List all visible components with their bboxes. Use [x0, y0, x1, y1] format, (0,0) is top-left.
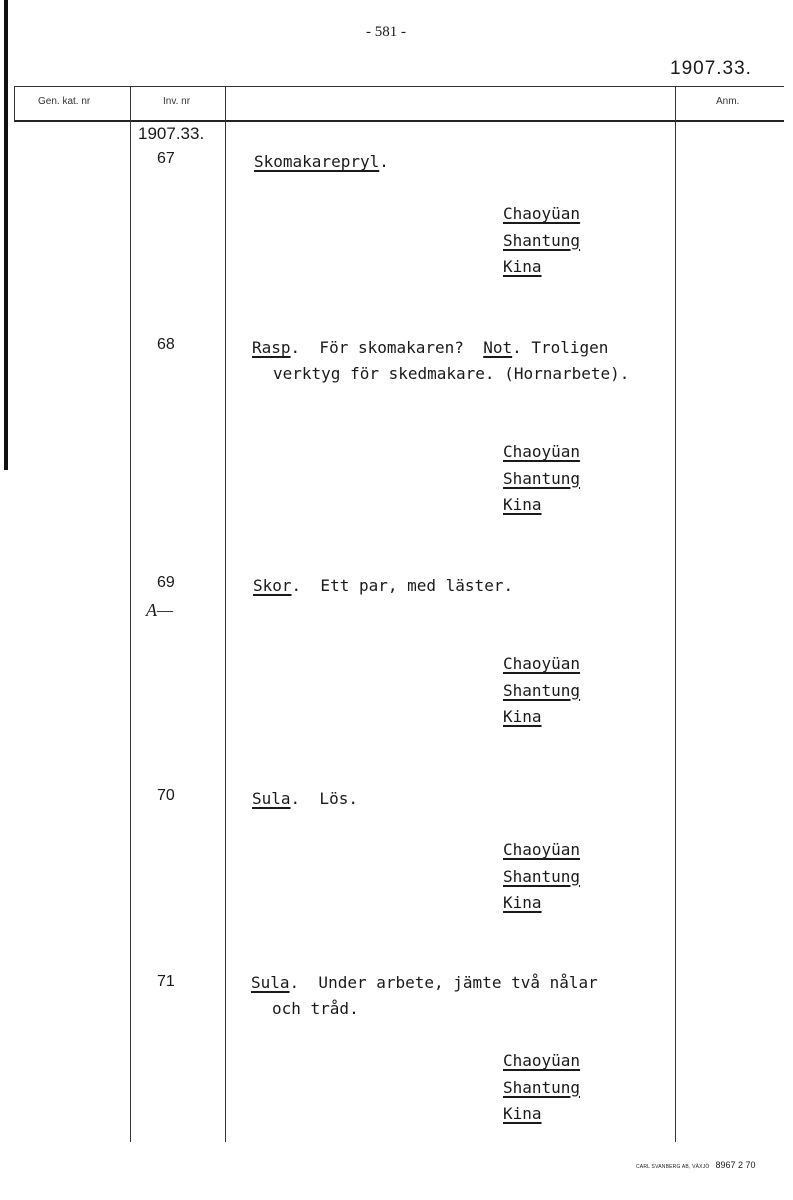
location-place: Chaoyüan — [503, 840, 581, 859]
entry-description: Sula. Under arbete, jämte två nålar — [251, 973, 598, 992]
printer-name: CARL SVANBERG AB, VÄXJÖ — [636, 1164, 710, 1170]
entry-note: Not — [483, 338, 513, 357]
entry-title: Rasp — [252, 338, 291, 357]
location-country: Kina — [503, 1104, 542, 1123]
entry-location — [503, 837, 580, 917]
header-inv-nr: Inv. nr — [163, 96, 191, 107]
form-code: 8967 2 70 — [715, 1160, 756, 1170]
location-province: Shantung — [503, 680, 581, 700]
handwritten-mark: A— — [146, 600, 173, 620]
location-place: Chaoyüan — [503, 1051, 581, 1070]
entry-description-line2: och tråd. — [272, 999, 359, 1018]
location-country: Kina — [503, 257, 542, 276]
entry-title: Sula — [251, 973, 290, 992]
inv-number: 69 — [157, 574, 175, 591]
inv-number: 70 — [157, 787, 175, 804]
location-country: Kina — [503, 707, 542, 726]
page-number: - 581 - — [366, 24, 406, 40]
entry-location — [503, 651, 580, 731]
location-province: Shantung — [503, 866, 581, 886]
inv-number: 71 — [157, 973, 175, 990]
entry-location — [503, 439, 580, 519]
header-anm: Anm. — [716, 96, 740, 107]
entry-location — [503, 1048, 580, 1128]
column-divider-gen-inv — [130, 86, 131, 1142]
location-place: Chaoyüan — [503, 654, 581, 673]
location-province: Shantung — [503, 230, 581, 250]
catalog-number: 1907.33. — [670, 58, 752, 79]
entry-description: Sula. Lös. — [252, 789, 358, 808]
location-place: Chaoyüan — [503, 442, 581, 461]
location-province: Shantung — [503, 468, 581, 488]
inv-number: 68 — [157, 336, 175, 353]
location-place: Chaoyüan — [503, 204, 581, 223]
inv-number: 67 — [157, 150, 175, 167]
header-gen-kat-nr: Gen. kat. nr — [38, 96, 91, 107]
location-province: Shantung — [503, 1077, 581, 1097]
entry-title: Skomakarepryl — [254, 152, 380, 171]
table-left-border — [14, 86, 15, 122]
printer-footer — [636, 1160, 756, 1170]
entry-description-line2: verktyg för skedmakare. (Hornarbete). — [273, 364, 630, 383]
column-divider-desc-anm — [675, 86, 676, 1142]
column-divider-inv-desc — [225, 86, 226, 1142]
entry-description: Rasp. För skomakaren? Not. Troligen — [252, 338, 609, 357]
inv-prefix: 1907.33. — [138, 124, 205, 143]
entry-description: Skomakarepryl. — [254, 152, 389, 171]
location-country: Kina — [503, 893, 542, 912]
left-margin-bar — [4, 0, 8, 470]
entry-title: Sula — [252, 789, 291, 808]
entry-location — [503, 201, 580, 281]
entry-title: Skor — [253, 576, 292, 595]
entry-description: Skor. Ett par, med läster. — [253, 576, 514, 595]
location-country: Kina — [503, 495, 542, 514]
